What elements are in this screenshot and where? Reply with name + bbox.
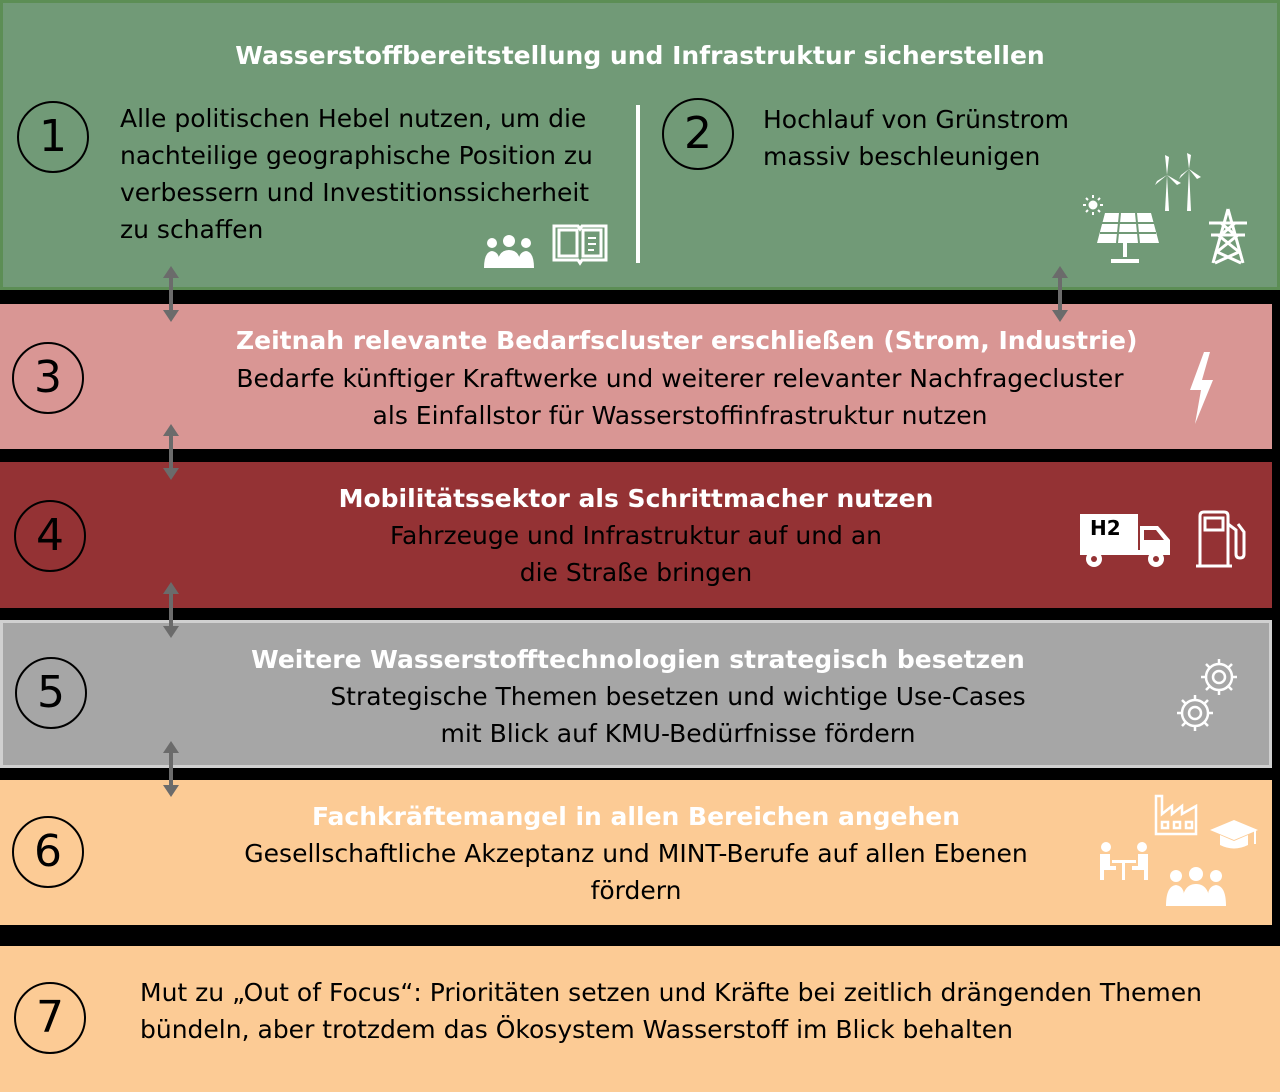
band4-title: Mobilitätssektor als Schrittmacher nutzen [338, 484, 934, 513]
fuel-pump-icon [1196, 510, 1246, 568]
gears-icon [1171, 653, 1245, 739]
item1-line-3: verbessern und Investitionssicherheit [120, 178, 590, 207]
band7-text [140, 974, 1202, 1048]
band6-title: Fachkräftemangel in allen Bereichen angehen [311, 802, 961, 831]
number-circle-1: 1 [17, 101, 89, 173]
double-arrow-icon [163, 266, 179, 322]
book-icon [550, 222, 610, 268]
double-arrow-icon [163, 741, 179, 797]
double-arrow-icon [163, 582, 179, 638]
band5-line-1: Strategische Themen besetzen und wichtige Use-Cases [330, 682, 1026, 711]
hydrogen-truck-icon [1080, 514, 1172, 568]
lightning-icon [1186, 350, 1216, 426]
team-icon [1164, 866, 1228, 908]
band-skilled-workers [0, 780, 1272, 925]
band-technologies [0, 620, 1272, 768]
band4-line-2: die Straße bringen [519, 558, 753, 587]
item1-text [120, 100, 593, 248]
item1-line-1: Alle politischen Hebel nutzen, um die [120, 104, 587, 133]
band-demand-clusters [0, 304, 1272, 449]
vertical-divider [636, 105, 640, 263]
number-circle-6: 6 [12, 816, 84, 888]
item2-line-2: massiv beschleunigen [763, 142, 1041, 171]
factory-icon [1154, 792, 1198, 836]
double-arrow-icon [1052, 266, 1068, 322]
power-pylon-icon [1205, 207, 1251, 265]
band5-title: Weitere Wasserstofftechnologien strategisch besetzen [251, 645, 1025, 674]
band6-line-2: fördern [590, 876, 682, 905]
item1-line-2: nachteilige geographische Position zu [120, 141, 593, 170]
band6-text [0, 835, 1272, 909]
truck-label: H2 [1090, 516, 1121, 540]
meeting-icon [1094, 840, 1154, 884]
band5-line-2: mit Blick auf KMU-Bedürfnisse fördern [440, 719, 916, 748]
solar-panel-icon [1083, 193, 1161, 267]
band3-title: Zeitnah relevante Bedarfscluster erschließen (Strom, Industrie) [236, 326, 1138, 355]
item2-text [763, 101, 1069, 175]
band-mobility [0, 462, 1272, 608]
number-circle-7: 7 [14, 982, 86, 1054]
band3-line-1: Bedarfe künftiger Kraftwerke und weiterer relevanter Nachfragecluster [236, 364, 1124, 393]
band6-line-1: Gesellschaftliche Akzeptanz und MINT-Berufe auf allen Ebenen [244, 839, 1028, 868]
number-circle-4: 4 [14, 500, 86, 572]
item1-line-4: zu schaffen [120, 215, 264, 244]
number-circle-5: 5 [15, 657, 87, 729]
band5-text [3, 678, 1280, 752]
band3-text [0, 360, 1280, 434]
band1-title: Wasserstoffbereitstellung und Infrastruktur sicherstellen [235, 41, 1045, 70]
item2-line-1: Hochlauf von Grünstrom [763, 105, 1069, 134]
number-circle-3: 3 [12, 342, 84, 414]
band-out-of-focus [0, 946, 1280, 1092]
band4-line-1: Fahrzeuge und Infrastruktur auf und an [389, 521, 883, 550]
wind-turbine-icon [1153, 153, 1205, 213]
graduation-cap-icon [1208, 818, 1260, 852]
band3-line-2: als Einfallstor für Wasserstoffinfrastruktur nutzen [372, 401, 988, 430]
double-arrow-icon [163, 424, 179, 480]
number-circle-2: 2 [662, 98, 734, 170]
people-group-icon [483, 234, 535, 270]
band-hydrogen-supply [0, 0, 1280, 290]
band7-line-2: bündeln, aber trotzdem das Ökosystem Wasserstoff im Blick behalten [140, 1015, 1013, 1044]
band7-line-1: Mut zu „Out of Focus“: Prioritäten setzen und Kräfte bei zeitlich drängenden Themen [140, 978, 1203, 1007]
